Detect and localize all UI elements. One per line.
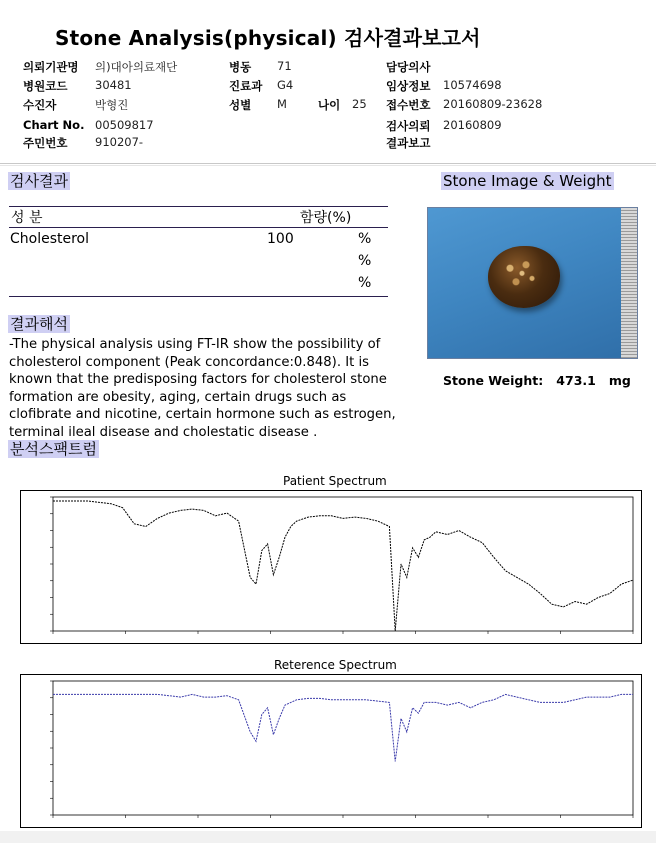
value-patient: 박형진 (95, 98, 129, 112)
stone-weight (443, 373, 631, 388)
report-title: Stone Analysis(physical) 검사결과보고서 (55, 26, 481, 50)
result-unit: % (358, 231, 372, 247)
stone-weight-unit: mg (608, 373, 631, 388)
col-header-component: 성 분 (11, 210, 43, 226)
label-ward: 병동 (229, 60, 252, 74)
reference-spectrum-svg (21, 675, 641, 827)
value-department: G4 (277, 78, 294, 92)
label-hospital-code: 병원코드 (23, 79, 68, 93)
label-receipt-no: 접수번호 (386, 98, 431, 112)
value-clinical-info: 10574698 (443, 78, 502, 92)
value-resident-no: 910207- (95, 135, 144, 149)
label-request-date: 검사의뢰 (386, 119, 431, 133)
label-age: 나이 (318, 98, 341, 112)
reference-spectrum-plot-frame (53, 681, 633, 815)
result-amount: 100 (267, 231, 294, 247)
reference-spectrum-title: Reterence Spectrum (274, 658, 397, 672)
page-footer-bar (0, 831, 656, 843)
interpretation-heading: 결과해석 (10, 315, 68, 333)
spectrum-heading: 분석스팩트럼 (10, 440, 97, 458)
patient-spectrum-series-line (53, 501, 633, 631)
value-ward: 71 (277, 59, 292, 73)
value-institution: 의)대아의료재단 (95, 60, 178, 74)
patient-spectrum-title: Patient Spectrum (283, 474, 387, 488)
value-receipt-no: 20160809-23628 (443, 97, 543, 111)
label-institution: 의뢰기관명 (23, 60, 79, 74)
stone-weight-value: 473.1 (556, 373, 596, 388)
reference-spectrum-series-line (53, 694, 633, 761)
label-department: 진료과 (229, 79, 263, 93)
label-sex: 성별 (229, 98, 252, 112)
interpretation-text: -The physical analysis using FT-IR show the possibility of cholesterol component (Peak concordance:0.848). It is known that the predisposing factors for cholesterol stone formation are obesity, aging, certain drugs such as clofibrate and nicotine, certain hormone such as estrogen, terminal ileal disease and cholestatic disease . (9, 337, 396, 440)
patient-spectrum-plot-frame (53, 497, 633, 631)
label-resident-no: 주민번호 (23, 136, 68, 150)
value-request-date: 20160809 (443, 118, 502, 132)
stone-specimen-image (488, 246, 560, 308)
stone-photo (427, 207, 638, 359)
stone-heading: Stone Image & Weight (443, 172, 612, 190)
col-header-amount: 함량(%) (300, 210, 352, 226)
ruler-image (621, 208, 637, 358)
patient-spectrum-svg (21, 491, 641, 643)
stone-weight-label: Stone Weight: (443, 373, 544, 388)
table-header-line (9, 227, 388, 228)
table-bottom-line (9, 296, 388, 297)
value-sex: M (277, 97, 287, 111)
result-name: Cholesterol (10, 231, 90, 247)
result-unit: % (358, 253, 372, 269)
value-hospital-code: 30481 (95, 78, 132, 92)
results-heading: 검사결과 (10, 172, 68, 190)
header-divider (0, 163, 656, 164)
reference-spectrum-chart (20, 674, 642, 828)
result-unit: % (358, 275, 372, 291)
patient-spectrum-chart (20, 490, 642, 644)
label-report-date: 결과보고 (386, 136, 431, 150)
header-divider-shadow (0, 165, 656, 166)
label-chart-no: Chart No. (23, 118, 85, 132)
value-age: 25 (352, 97, 367, 111)
value-chart-no: 00509817 (95, 118, 154, 132)
label-doctor: 담당의사 (386, 60, 431, 74)
label-patient: 수진자 (23, 98, 57, 112)
label-clinical-info: 임상정보 (386, 79, 431, 93)
